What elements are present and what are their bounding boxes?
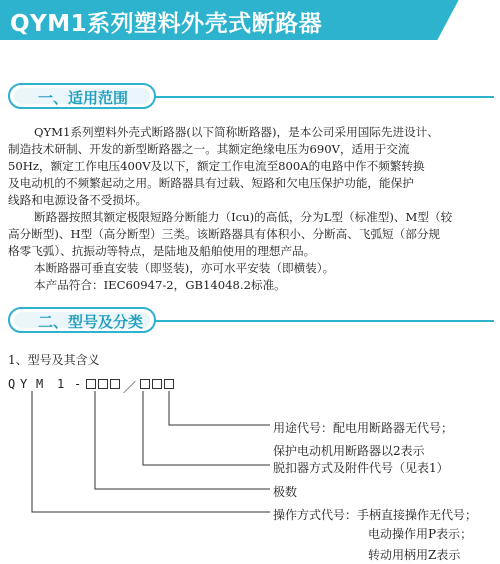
- intro-line-6: 断路器按照其额定极限短路分断能力（Icu)的高低，分为L型（标准型)、M型（较: [34, 210, 453, 224]
- model-heading: 1、型号及其含义: [8, 353, 100, 367]
- leader-trip-unit: [143, 391, 270, 465]
- code-slash: ／: [123, 381, 137, 396]
- intro-line-9: 本断路器可垂直安装（即竖装)，亦可水平安装（即横装）。: [34, 261, 335, 275]
- desc-operation-mode: 操作方式代号：手柄直接操作无代号；: [273, 508, 478, 522]
- leader-poles: [95, 391, 270, 489]
- code-dash: -: [74, 377, 82, 391]
- desc-poles: 极数: [273, 485, 298, 499]
- leader-usage: [169, 391, 270, 425]
- intro-line-5: 线路和电源设备不受损坏。: [8, 193, 148, 207]
- leader-operation: [32, 391, 270, 512]
- desc-motor-protection: 保护电动机用断路器以2表示: [273, 444, 425, 458]
- intro-line-1: QYM1系列塑料外壳式断路器(以下简称断路器)，是本公司采用国际先进设计、: [34, 125, 439, 139]
- desc-usage-code: 用途代号：配电用断路器无代号；: [273, 421, 454, 435]
- intro-line-10: 本产品符合：IEC60947-2，GB14048.2标准。: [34, 278, 286, 292]
- page-title: QYM1系列塑料外壳式断路器: [10, 11, 323, 37]
- desc-rotary-handle: 转动用柄用Z表示: [368, 548, 461, 562]
- code-letter-q: Q: [8, 377, 16, 391]
- intro-line-3: 50Hz，额定工作电压400V及以下，额定工作电流至800A的电路中作不频繁转换: [8, 159, 425, 173]
- intro-line-7: 高分断型)、H型（高分断型）三类。该断路器具有体积小、分断高、飞弧短（部分规: [8, 227, 441, 241]
- intro-line-8: 格零飞弧）、抗振动等特点，是陆地及船舶使用的理想产品。: [8, 244, 316, 258]
- code-digit-1: 1: [57, 377, 65, 391]
- code-letter-m: M: [36, 377, 44, 391]
- section-title-scope: 一、适用范围: [38, 89, 129, 107]
- desc-electric-operation: 电动操作用P表示；: [368, 527, 473, 541]
- intro-line-4: 及电动机的不频繁起动之用。断路器具有过载、短路和欠电压保护功能，能保护: [8, 176, 414, 190]
- section-title-model: 二、型号及分类: [38, 313, 144, 331]
- code-letter-y: Y: [20, 377, 28, 391]
- intro-line-2: 制造技术研制、开发的新型断路器之一。其额定绝缘电压为690V，适用于交流: [8, 142, 410, 156]
- desc-trip-unit: 脱扣器方式及附件代号（见表1）: [273, 461, 449, 475]
